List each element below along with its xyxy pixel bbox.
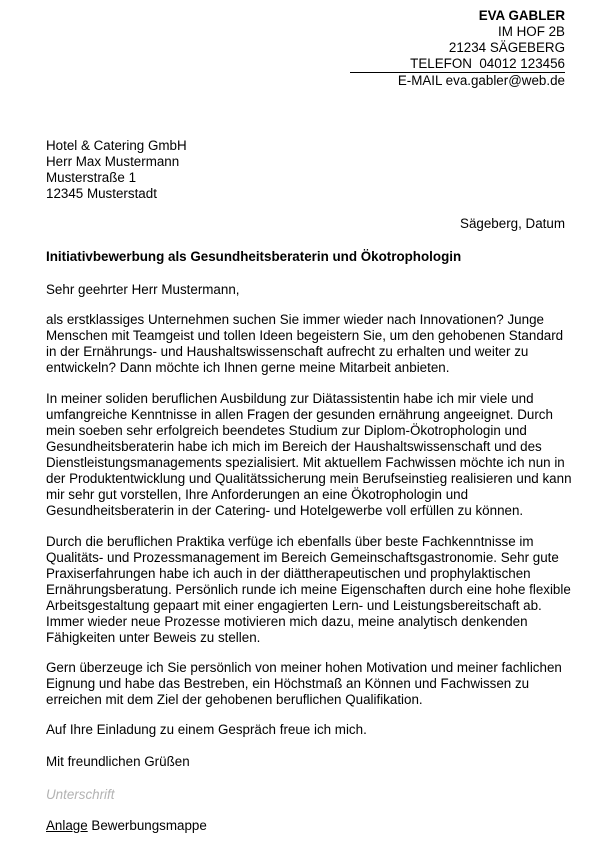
body-paragraph-3: Durch die beruflichen Praktika verfüge ich ebenfalls über beste Fachkenntnisse im Qualitäts- und Prozessmanagement im Bereich Gemeinschaftsgastronomie. Sehr gute Praxiserfahrungen habe ich auch in der diättherapeutischen und prophylaktischen Ernährungsberatung. Persönlich runde ich meine Eigenschaften durch eine hohe flexible Arbeitsgestaltung gepaart mit einer engagierten Lern- und Leistungsbereitschaft ab. Immer wieder neue Prozesse motivieren mich dazu, meine analytisch denkenden Fähigkeiten unter Beweis zu stellen. — [46, 534, 571, 645]
signature-placeholder: Unterschrift — [46, 787, 115, 802]
sender-name: EVA GABLER — [478, 8, 565, 23]
letter-date: Sägeberg, Datum — [460, 216, 565, 231]
invitation-line: Auf Ihre Einladung zu einem Gespräch freue ich mich. — [46, 722, 367, 737]
recipient-city: 12345 Musterstadt — [46, 186, 157, 201]
attachment-text: Bewerbungsmappe — [87, 818, 207, 833]
letter-subject: Initiativbewerbung als Gesundheitsberaterin und Ökotrophologin — [46, 249, 462, 264]
body-paragraph-4: Gern überzeuge ich Sie persönlich von meiner hohen Motivation und meiner fachlichen Eignung und habe das Bestreben, ein Höchstmaß an Können und Fachwissen zu erreichen mit dem Ziel der gehobenen beruflichen Qualifikation. — [46, 660, 562, 707]
sender-street: IM HOF 2B — [498, 24, 565, 39]
salutation: Sehr geehrter Herr Mustermann, — [46, 282, 240, 297]
sender-block — [350, 8, 565, 89]
sender-email: E-MAIL eva.gabler@web.de — [397, 73, 565, 88]
recipient-contact: Herr Max Mustermann — [46, 154, 180, 169]
recipient-block — [46, 138, 187, 202]
body-paragraph-2: In meiner soliden beruflichen Ausbildung zur Diätassistentin habe ich mir viele und umfangreiche Kenntnisse in allen Fragen der gesunden ernährung angeeignet. Durch mein soeben sehr erfolgreich beendetes Studium zur Diplom-Ökotrophologin und Gesundheitsberaterin habe ich mich im Bereich der Haushaltswissenschaft und des Dienstleistungsmanagements spezialisiert. Mit aktuellem Fachwissen möchte ich nun in der Produktentwicklung und Qualitätssicherung mein Berufseinstieg realisieren und kann mir sehr gut vorstellen, Ihre Anforderungen an eine Ökotrophologin und Gesundheitsberaterin in der Catering- und Hotelgewerbe voll erfüllen zu können. — [46, 391, 572, 518]
closing-line: Mit freundlichen Grüßen — [46, 754, 190, 769]
recipient-street: Musterstraße 1 — [46, 170, 137, 185]
attachment-label: Anlage — [46, 818, 88, 833]
sender-city: 21234 SÄGEBERG — [448, 40, 565, 55]
recipient-company: Hotel & Catering GmbH — [46, 138, 187, 153]
sender-phone: TELEFON 04012 123456 — [350, 56, 565, 73]
body-paragraph-1: als erstklassiges Unternehmen suchen Sie immer wieder nach Innovationen? Junge Menschen mit Teamgeist und tollen Ideen begeistern Sie, um den gehobenen Standard in der Ernährungs- und Haushaltswissenschaft aufrecht zu erhalten und weiter zu entwickeln? Dann möchte ich Ihnen gerne meine Mitarbeit anbieten. — [46, 312, 564, 375]
attachment-line — [46, 818, 207, 833]
